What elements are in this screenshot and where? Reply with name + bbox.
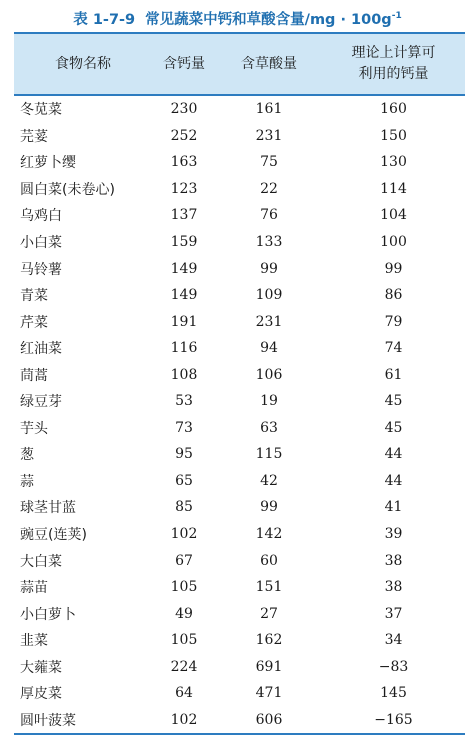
- usable-calcium-cell: 45: [384, 419, 403, 436]
- usable-calcium-cell: 130: [380, 154, 407, 171]
- food-name-cell: 豌豆(连荚): [20, 527, 87, 544]
- oxalic-acid-cell: 99: [260, 260, 278, 277]
- usable-calcium-cell: 61: [384, 366, 403, 383]
- calcium-oxalate-table: [14, 32, 465, 735]
- food-name-cell: 蒜苗: [20, 580, 48, 597]
- food-name-cell: 蒜: [20, 473, 34, 490]
- usable-calcium-cell: 160: [380, 101, 407, 118]
- header-usable-line1: 理论上计算可: [351, 45, 436, 61]
- oxalic-acid-cell: 231: [255, 313, 283, 330]
- oxalic-acid-cell: 133: [255, 234, 283, 250]
- header-food-name: 食物名称: [14, 33, 152, 95]
- calcium-cell: 105: [170, 579, 198, 596]
- food-name-cell: 马铃薯: [20, 261, 62, 278]
- food-name-cell: 厚皮菜: [20, 686, 62, 703]
- usable-calcium-cell: −165: [322, 707, 465, 735]
- usable-calcium-cell: 38: [384, 579, 403, 596]
- usable-calcium-cell: 150: [380, 127, 407, 144]
- table-row: [14, 361, 465, 388]
- oxalic-acid-cell: 76: [260, 207, 278, 224]
- calcium-cell: 64: [175, 685, 193, 702]
- oxalic-acid-cell: 22: [260, 180, 278, 197]
- oxalic-acid-cell: 19: [260, 393, 278, 410]
- calcium-cell: 53: [175, 393, 193, 410]
- header-row: [14, 33, 465, 95]
- table-row: [14, 335, 465, 362]
- table-row: [14, 574, 465, 601]
- usable-calcium-cell: 44: [384, 472, 403, 489]
- calcium-cell: 49: [175, 605, 193, 622]
- calcium-cell: 67: [175, 552, 193, 569]
- oxalic-acid-cell: 162: [255, 632, 283, 649]
- oxalic-acid-cell: 115: [255, 446, 283, 463]
- table-row: [14, 680, 465, 707]
- calcium-cell: 137: [170, 207, 198, 224]
- usable-calcium-cell: 44: [384, 446, 403, 463]
- table-caption: [0, 8, 475, 29]
- table-row: [14, 521, 465, 548]
- oxalic-acid-cell: 142: [255, 526, 283, 543]
- table-row: [14, 176, 465, 203]
- food-name-cell: 茼蒿: [20, 367, 48, 384]
- calcium-cell: 224: [170, 658, 198, 675]
- table-row: [14, 415, 465, 442]
- table-row: [14, 653, 465, 680]
- food-name-cell: 球茎甘蓝: [20, 500, 76, 517]
- calcium-cell: 85: [175, 499, 193, 516]
- table-title: 常见蔬菜中钙和草酸含量/mg · 100g: [145, 12, 392, 28]
- calcium-cell: 116: [170, 340, 198, 357]
- food-name-cell: 大白菜: [20, 553, 62, 570]
- calcium-cell: 108: [170, 366, 198, 383]
- header-calcium: 含钙量: [152, 33, 216, 95]
- oxalic-acid-cell: 606: [216, 707, 322, 735]
- unit-superscript: -1: [391, 11, 402, 21]
- oxalic-acid-cell: 471: [255, 685, 283, 702]
- usable-calcium-cell: 114: [380, 180, 407, 197]
- oxalic-acid-cell: 75: [260, 154, 278, 171]
- table-row: [14, 707, 465, 735]
- food-name-cell: 葱: [20, 447, 34, 464]
- oxalic-acid-cell: 94: [260, 340, 278, 357]
- table-row: [14, 547, 465, 574]
- table-row: [14, 149, 465, 176]
- usable-calcium-cell: −83: [378, 658, 409, 675]
- usable-calcium-cell: 34: [384, 632, 403, 649]
- table-row: [14, 123, 465, 150]
- oxalic-acid-cell: 231: [255, 127, 283, 144]
- table-row: [14, 282, 465, 309]
- usable-calcium-cell: 37: [384, 605, 403, 622]
- table-body: [14, 95, 465, 734]
- calcium-cell: 191: [170, 313, 198, 330]
- table-row: [14, 95, 465, 123]
- usable-calcium-cell: 38: [384, 552, 403, 569]
- food-name-cell: 小白菜: [20, 235, 62, 251]
- oxalic-acid-cell: 109: [255, 287, 283, 304]
- food-name-cell: 大蕹菜: [20, 659, 62, 676]
- calcium-cell: 102: [170, 526, 198, 543]
- table-row: [14, 308, 465, 335]
- usable-calcium-cell: 39: [384, 526, 403, 543]
- calcium-cell: 123: [170, 180, 198, 197]
- table-row: [14, 468, 465, 495]
- table-row: [14, 441, 465, 468]
- calcium-cell: 163: [170, 154, 198, 171]
- table-row: [14, 202, 465, 229]
- food-name-cell: 韭菜: [20, 633, 48, 650]
- usable-calcium-cell: 79: [384, 313, 403, 330]
- food-name-cell: 芫荽: [20, 128, 48, 145]
- header-usable-calcium: [322, 33, 465, 95]
- food-name-cell: 芹菜: [20, 314, 48, 331]
- oxalic-acid-cell: 63: [260, 419, 278, 436]
- food-name-cell: 红萝卜缨: [20, 155, 76, 172]
- header-usable-line2: 利用的钙量: [358, 66, 429, 82]
- calcium-cell: 102: [152, 707, 216, 735]
- calcium-cell: 73: [175, 419, 193, 436]
- header-oxalic-acid: 含草酸量: [216, 33, 322, 95]
- table-row: [14, 388, 465, 415]
- calcium-cell: 159: [170, 234, 198, 250]
- usable-calcium-cell: 45: [384, 393, 403, 410]
- table-row: [14, 627, 465, 654]
- calcium-cell: 149: [170, 287, 198, 304]
- food-name-cell: 冬苋菜: [20, 102, 62, 119]
- oxalic-acid-cell: 691: [255, 658, 283, 675]
- calcium-cell: 149: [170, 260, 198, 277]
- food-name-cell: 芋头: [20, 420, 48, 437]
- calcium-cell: 252: [170, 127, 198, 144]
- table-header: [14, 33, 465, 95]
- usable-calcium-cell: 86: [384, 287, 403, 304]
- oxalic-acid-cell: 27: [260, 605, 278, 622]
- oxalic-acid-cell: 60: [260, 552, 278, 569]
- food-name-cell: 小白萝卜: [20, 606, 76, 623]
- oxalic-acid-cell: 106: [255, 366, 283, 383]
- usable-calcium-cell: 99: [384, 260, 403, 277]
- usable-calcium-cell: 41: [384, 499, 403, 516]
- usable-calcium-cell: 104: [380, 207, 407, 224]
- usable-calcium-cell: 100: [380, 234, 407, 250]
- table-row: [14, 600, 465, 627]
- table-row: [14, 229, 465, 256]
- oxalic-acid-cell: 151: [255, 579, 283, 596]
- calcium-cell: 230: [170, 101, 198, 118]
- oxalic-acid-cell: 161: [255, 101, 283, 118]
- calcium-cell: 105: [170, 632, 198, 649]
- calcium-cell: 95: [175, 446, 193, 463]
- food-name-cell: 圆白菜(未卷心): [20, 181, 115, 198]
- table-row: [14, 494, 465, 521]
- usable-calcium-cell: 74: [384, 340, 403, 357]
- food-name-cell: 青菜: [20, 288, 48, 305]
- table-number: 表 1-7-9: [73, 12, 136, 28]
- food-name-cell: 乌鸡白: [20, 208, 62, 225]
- oxalic-acid-cell: 42: [260, 472, 278, 489]
- food-name-cell: 绿豆芽: [20, 394, 62, 411]
- usable-calcium-cell: 145: [380, 685, 407, 702]
- calcium-cell: 65: [175, 472, 193, 489]
- food-name-cell: 圆叶菠菜: [14, 707, 152, 735]
- food-name-cell: 红油菜: [20, 341, 62, 358]
- table-row: [14, 255, 465, 282]
- oxalic-acid-cell: 99: [260, 499, 278, 516]
